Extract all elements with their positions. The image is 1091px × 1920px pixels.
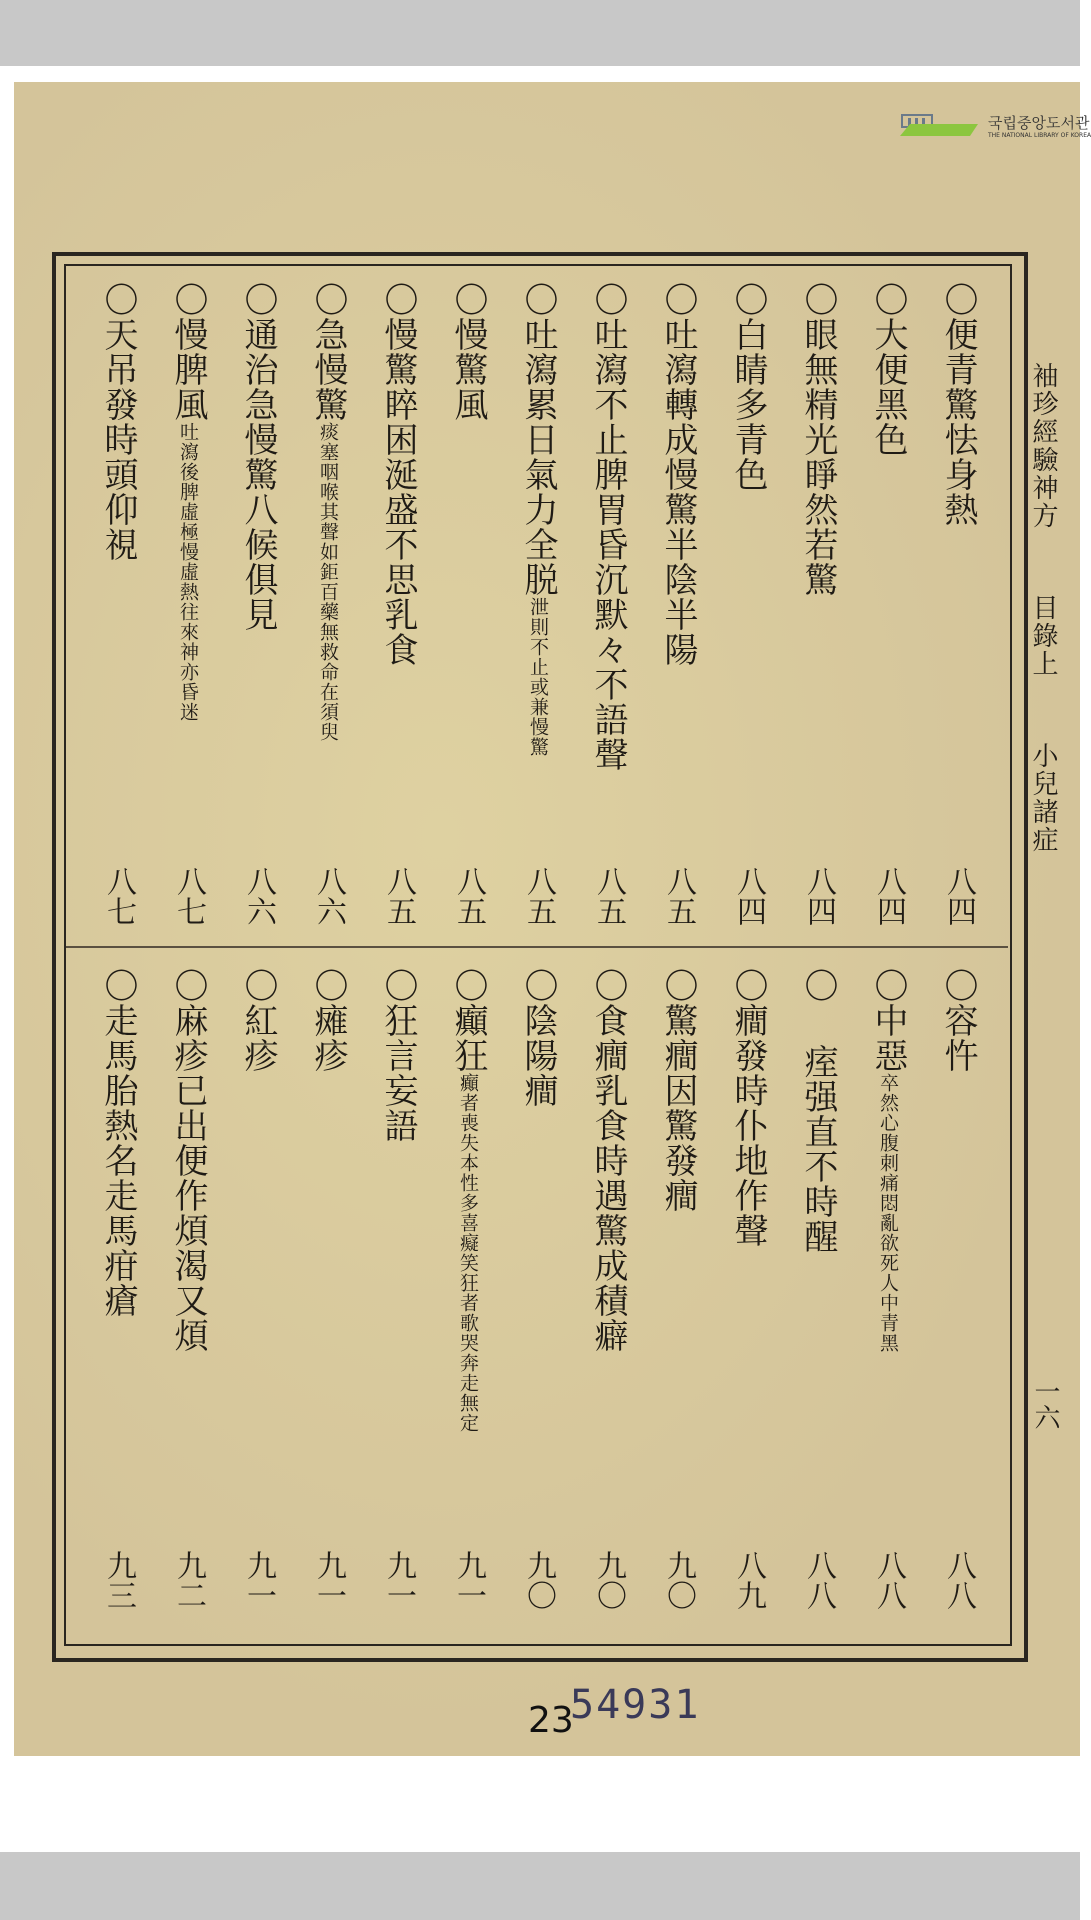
toc-entry [868,968,908,1353]
toc-entry [448,282,488,422]
toc-entry-title: 〇慢驚睟困涎盛不思乳食 [378,282,418,667]
toc-page-number: 八六 [311,866,346,926]
toc-page-number: 九三 [101,1550,136,1610]
toc-page-number: 九一 [381,1550,416,1610]
toc-page-number: 九一 [451,1550,486,1610]
toc-entry [728,282,768,492]
toc-entry [658,968,698,1213]
toc-entry-title: 〇中惡 [868,968,908,1073]
toc-entry [238,282,278,632]
toc-page-number: 八七 [171,866,206,926]
toc-entry-title: 〇瘫疹 [308,968,348,1073]
viewer-top-bar [0,0,1080,66]
toc-entry [798,282,838,597]
toc-entry [378,968,418,1143]
toc-entry-title: 〇吐瀉不止脾胃昏沉默々不語聲 [588,282,628,772]
chapter-label: 小兒諸症 [1028,742,1058,854]
folio-number: 一六 [1030,1378,1060,1430]
toc-entry [518,282,558,757]
toc-entry [728,968,768,1248]
toc-entry [588,968,628,1353]
toc-entry-note: 卒然心腹刺痛悶亂欲死人中青黑 [877,1073,899,1353]
section-label: 目錄上 [1028,594,1058,678]
toc-page-number: 八五 [661,866,696,926]
toc-entry [98,282,138,562]
toc-page-number: 八四 [941,866,976,926]
toc-page-number: 九〇 [661,1550,696,1610]
toc-entry-note: 吐瀉後脾虛極慢虛熱往來神亦昏迷 [177,422,199,722]
toc-entry [98,968,138,1318]
toc-page-number: 八五 [451,866,486,926]
running-header [1028,362,1058,854]
toc-page-number: 八八 [801,1550,836,1610]
toc-entry-note: 泄則不止或兼慢驚 [527,597,549,757]
toc-entry [868,282,908,457]
toc-entry [518,968,558,1108]
toc-page-number: 八九 [731,1550,766,1610]
toc-entry-title: 〇大便黑色 [868,282,908,457]
toc-entry [448,968,488,1433]
library-logo-icon [900,112,980,138]
toc-page-number: 八四 [731,866,766,926]
toc-page-number: 九〇 [521,1550,556,1610]
toc-page-number: 八五 [521,866,556,926]
toc-entry [308,968,348,1073]
toc-entry-title: 〇驚癎因驚發癎 [658,968,698,1213]
toc-page-number: 八四 [871,866,906,926]
toc-page-number: 八七 [101,866,136,926]
toc-page-number: 八四 [801,866,836,926]
library-logo-text-ko: 국립중앙도서관 [988,114,1090,132]
accession-stamp: 54931 [570,1682,701,1728]
toc-page-number: 八八 [871,1550,906,1610]
toc-page-number: 八五 [381,866,416,926]
toc-entry-note: 癲者喪失本性多喜癡笑狂者歌哭奔走無定 [457,1073,479,1433]
toc-entry-title: 〇狂言妄語 [378,968,418,1143]
toc-entry-title: 〇急慢驚 [308,282,348,422]
table-divider [66,946,1008,948]
toc-entry-title: 〇天吊發時頭仰視 [98,282,138,562]
toc-entry-title: 〇 痓强直不時醒 [798,968,838,1254]
toc-entry [308,282,348,742]
library-logo-text-en: THE NATIONAL LIBRARY OF KOREA [988,132,1091,139]
toc-entry-title: 〇便青驚怯身熱 [938,282,978,527]
toc-page-number: 八八 [941,1550,976,1610]
page-number: 23 [528,1700,574,1741]
toc-entry-title: 〇白睛多青色 [728,282,768,492]
toc-page-number: 九一 [241,1550,276,1610]
toc-entry [938,282,978,527]
toc-entry-title: 〇慢驚風 [448,282,488,422]
toc-entry-title: 〇通治急慢驚八候俱見 [238,282,278,632]
toc-entry-title: 〇走馬胎熱名走馬疳瘡 [98,968,138,1318]
toc-page-number: 八六 [241,866,276,926]
toc-entry-title: 〇癎發時仆地作聲 [728,968,768,1248]
toc-page-number: 九〇 [591,1550,626,1610]
toc-entry [238,968,278,1073]
toc-page-number: 九一 [311,1550,346,1610]
toc-entry-title: 〇食癎乳食時遇驚成積癖 [588,968,628,1353]
viewer-bottom-bar [0,1852,1080,1920]
library-logo [900,110,1091,146]
toc-entry-title: 〇吐瀉轉成慢驚半陰半陽 [658,282,698,667]
toc-entry-title: 〇陰陽癎 [518,968,558,1108]
toc-entry [658,282,698,667]
toc-entry [798,968,838,1254]
toc-entry [938,968,978,1073]
toc-entry [588,282,628,772]
toc-entry-title: 〇慢脾風 [168,282,208,422]
toc-entry-title: 〇眼無精光睜然若驚 [798,282,838,597]
toc-entry-title: 〇容忤 [938,968,978,1073]
toc-entry [168,282,208,722]
toc-page-number: 九二 [171,1550,206,1610]
toc-entry-title: 〇麻疹已出便作煩渴又煩 [168,968,208,1353]
book-title: 袖珍經驗神方 [1028,362,1058,530]
toc-entry-title: 〇紅疹 [238,968,278,1073]
toc-entry-note: 痰塞咽喉其聲如鉅百藥無救命在須臾 [317,422,339,742]
toc-entry [378,282,418,667]
toc-page-number: 八五 [591,866,626,926]
toc-entry-title: 〇癲狂 [448,968,488,1073]
toc-entry [168,968,208,1353]
toc-entry-title: 〇吐瀉累日氣力全脱 [518,282,558,597]
